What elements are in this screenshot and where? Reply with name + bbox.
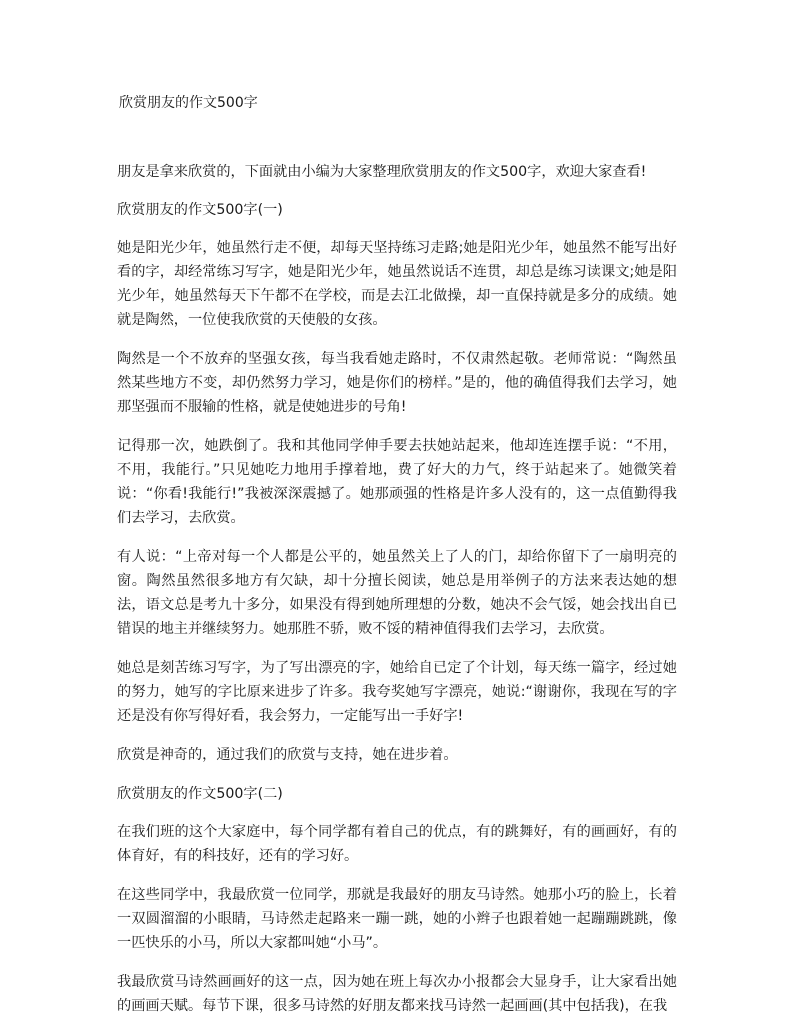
paragraph: 我最欣赏马诗然画画好的这一点，因为她在班上每次办小报都会大显身手，让大家看出她的画画天赋。每节下课，很多马诗然的好朋友都来找马诗然一起画画(其中包括我)，在我	[117, 974, 677, 1014]
paragraph: 陶然是一个不放弃的坚强女孩，每当我看她走路时，不仅肃然起敬。老师常说：“陶然虽然某些地方不变，却仍然努力学习，她是你们的榜样。”是的，他的确值得我们去学习，她那坚强而不服输的性格，就是使她进步的号角!	[117, 351, 677, 415]
paragraph: 在这些同学中，我最欣赏一位同学，那就是我最好的朋友马诗然。她那小巧的脸上，长着一双圆溜溜的小眼睛，马诗然走起路来一蹦一跳，她的小辫子也跟着她一起蹦蹦跳跳，像一匹快乐的小马，所以大家都叫她“小马”。	[117, 887, 677, 951]
section-heading-1: 欣赏朋友的作文500字(一)	[117, 202, 283, 218]
paragraph: 有人说：“上帝对每一个人都是公平的，她虽然关上了人的门，却给你留下了一扇明亮的窗。陶然虽然很多地方有欠缺，却十分擅长阅读，她总是用举例子的方法来表达她的想法，语文总是考九十多分，如果没有得到她所理想的分数，她决不会气馁，她会找出自已错误的地主并继续努力。她那胜不骄，败不馁的精神值得我们去学习，去欣赏。	[117, 549, 677, 637]
paragraph: 她是阳光少年，她虽然行走不便，却每天坚持练习走路;她是阳光少年，她虽然不能写出好看的字，却经常练习写字，她是阳光少年，她虽然说话不连贯，却总是练习读课文;她是阳光少年，她虽然每天下午都不在学校，而是去江北做操，却一直保持就是多分的成绩。她就是陶然，一位使我欣赏的天使般的女孩。	[117, 240, 677, 328]
section-heading-2: 欣赏朋友的作文500字(二)	[117, 786, 283, 802]
paragraph: 记得那一次，她跌倒了。我和其他同学伸手要去扶她站起来，他却连连摆手说：“不用，不用，我能行。”只见她吃力地用手撑着地，费了好大的力气，终于站起来了。她微笑着说：“你看!我能行!”我被深深震撼了。她那顽强的性格是许多人没有的，这一点值勤得我们去学习，去欣赏。	[117, 438, 677, 526]
document-body	[117, 160, 677, 1033]
paragraph: 欣赏是神奇的，通过我们的欣赏与支持，她在进步着。	[117, 747, 458, 763]
intro-paragraph: 朋友是拿来欣赏的，下面就由小编为大家整理欣赏朋友的作文500字，欢迎大家查看!	[117, 164, 647, 180]
paragraph: 在我们班的这个大家庭中，每个同学都有着自己的优点，有的跳舞好，有的画画好，有的体育好，有的科技好，还有的学习好。	[117, 824, 677, 864]
document-title: 欣赏朋友的作文500字	[119, 95, 258, 111]
paragraph: 她总是刻苦练习写字，为了写出漂亮的字，她给自已定了个计划，每天练一篇字，经过她的努力，她写的字比原来进步了许多。我夸奖她写字漂亮，她说:“谢谢你，我现在写的字还是没有你写得好看，我会努力，一定能写出一手好字!	[117, 660, 677, 724]
